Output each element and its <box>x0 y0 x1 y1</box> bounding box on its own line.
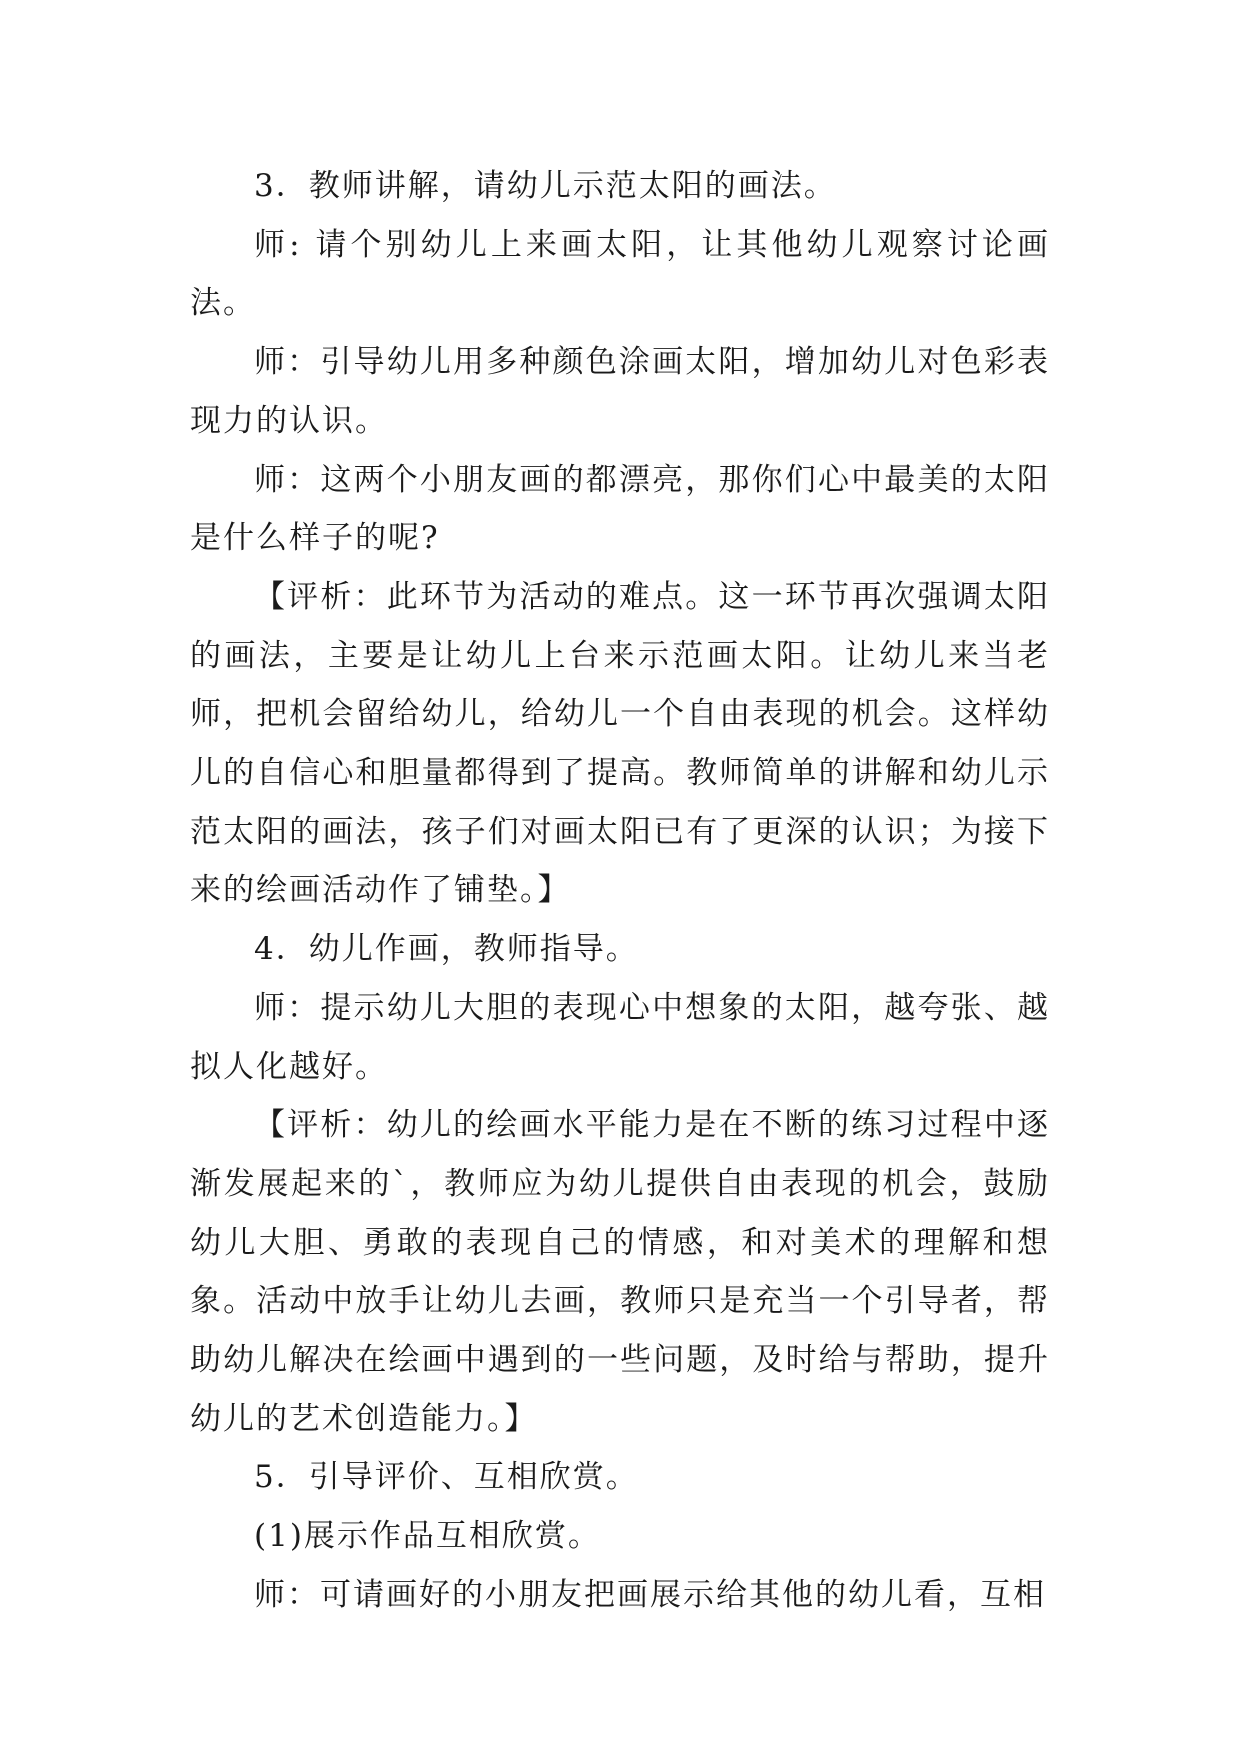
paragraph-teacher-line-3: 师：这两个小朋友画的都漂亮，那你们心中最美的太阳是什么样子的呢? <box>190 461 1050 557</box>
paragraph-teacher-line-4: 师：提示幼儿大胆的表现心中想象的太阳，越夸张、越拟人化越好。 <box>190 989 1050 1085</box>
paragraph-teacher-line-2: 师：引导幼儿用多种颜色涂画太阳，增加幼儿对色彩表现力的认识。 <box>190 344 1050 439</box>
document-body <box>190 157 1050 1625</box>
paragraph-sub-step-1: (1)展示作品互相欣赏。 <box>254 1518 601 1555</box>
paragraph-analysis-2: 【评析：幼儿的绘画水平能力是在不断的练习过程中逐渐发展起来的`，教师应为幼儿提供自由表现的机会，鼓励幼儿大胆、勇敢的表现自己的情感，和对美术的理解和想象。活动中放手让幼儿去画，教师只是充当一个引导者，帮助幼儿解决在绘画中遇到的一些问题，及时给与帮助，提升幼儿的艺术创造能力。】 <box>190 1107 1050 1437</box>
paragraph-teacher-line-5: 师：可请画好的小朋友把画展示给其他的幼儿看，互相 <box>254 1576 1046 1613</box>
paragraph-teacher-line-1: 师: 请个别幼儿上来画太阳，让其他幼儿观察讨论画法。 <box>190 226 1050 322</box>
paragraph-step-4: 4．幼儿作画，教师指导。 <box>254 931 639 968</box>
paragraph-step-3: 3．教师讲解，请幼儿示范太阳的画法。 <box>254 168 837 204</box>
paragraph-step-5: 5．引导评价、互相欣赏。 <box>254 1459 639 1496</box>
paragraph-analysis-1: 【评析：此环节为活动的难点。这一环节再次强调太阳的画法，主要是让幼儿上台来示范画太阳。让幼儿来当老师，把机会留给幼儿，给幼儿一个自由表现的机会。这样幼儿的自信心和胆量都得到了提高。教师简单的讲解和幼儿示范太阳的画法，孩子们对画太阳已有了更深的认识；为接下来的绘画活动作了铺垫。】 <box>190 578 1050 909</box>
